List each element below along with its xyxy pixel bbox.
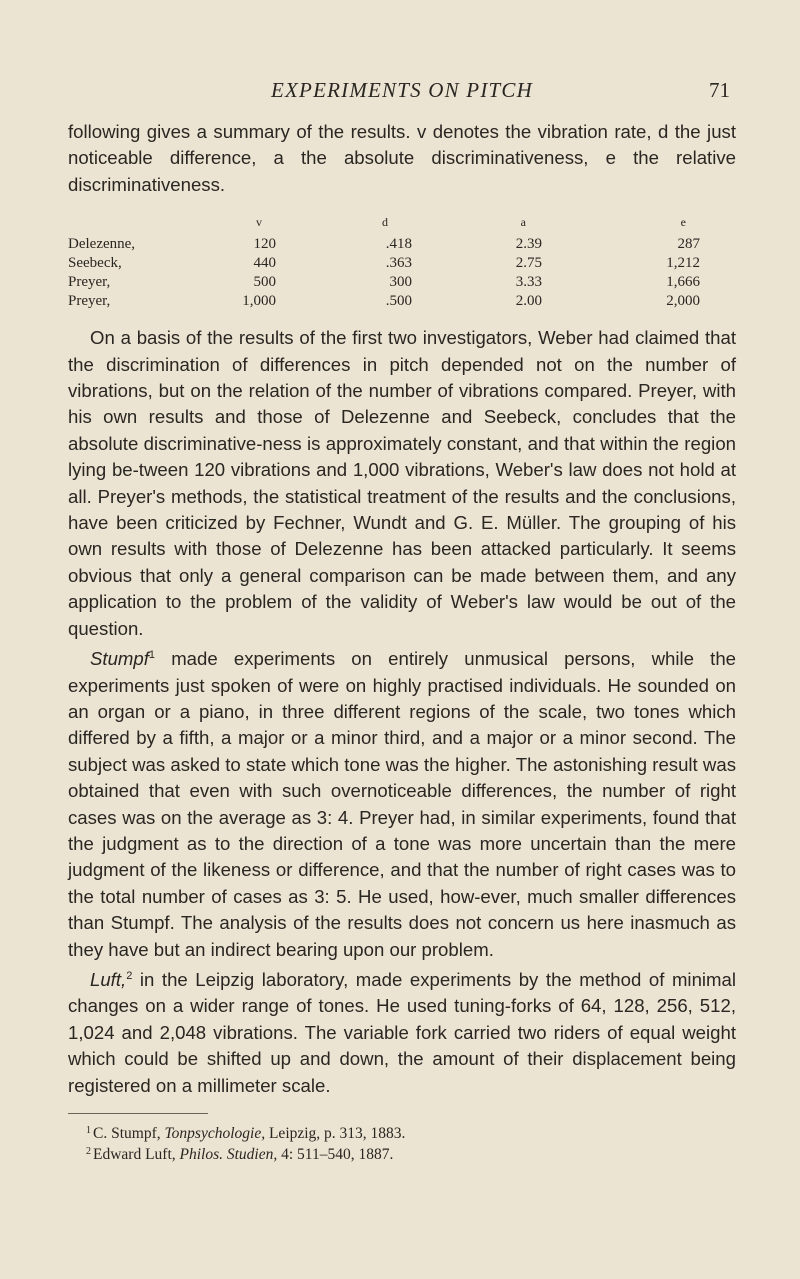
pitch-results-table (68, 213, 700, 311)
cell-d: 300 (389, 274, 412, 291)
cell-d: .363 (385, 255, 412, 272)
table-row (68, 292, 700, 311)
cell-a: 3.33 (515, 274, 542, 291)
header-v: v (256, 214, 262, 229)
table-header-row (68, 213, 700, 235)
table-row (68, 235, 700, 254)
cell-d: .418 (385, 236, 412, 253)
header-a: a (520, 214, 526, 229)
footnotes (68, 1122, 736, 1164)
cell-name: Seebeck, (68, 255, 122, 272)
cell-name: Preyer, (68, 293, 111, 310)
paragraph-luft-text: in the Leipzig laboratory, made experiments by the method of minimal changes on a wider range of tones. He used tuning-forks of 64, 128, 256, 512, 1,024 and 2,048 vibrations. The variable fork carried two riders of equal weight which could be shifted up and down, the amount of their displacement being registered on a millimeter scale. (68, 968, 736, 1096)
footnote-ref-1[interactable]: 1 (148, 649, 156, 662)
cell-v: 500 (253, 274, 276, 291)
footnote-details: 4: 511–540, 1887. (277, 1146, 394, 1163)
running-title: EXPERIMENTS ON PITCH (271, 78, 533, 102)
author-luft: Luft, (90, 968, 127, 990)
intro-paragraph: following gives a summary of the results. v denotes the vibration rate, d the just noticeable difference, a the absolute discriminativeness, e the relative discriminativeness. (68, 121, 736, 195)
cell-e: 287 (677, 236, 700, 253)
footnote-ref-2[interactable]: 2 (126, 969, 133, 982)
running-head (68, 78, 736, 110)
footnote-author: Edward Luft, (93, 1146, 180, 1163)
table-row (68, 273, 700, 292)
book-page (68, 78, 736, 1164)
author-stumpf: Stumpf (90, 648, 149, 670)
footnote-details: Leipzig, p. 313, 1883. (265, 1125, 406, 1142)
footnote-2 (68, 1143, 736, 1164)
cell-e: 2,000 (666, 293, 700, 310)
footnote-mark: 1 (86, 1125, 91, 1136)
cell-name: Preyer, (68, 274, 111, 291)
cell-a: 2.75 (515, 255, 542, 272)
cell-v: 120 (253, 236, 276, 253)
footnote-title: Philos. Studien, (179, 1146, 278, 1163)
cell-v: 1,000 (242, 293, 276, 310)
footnote-author: C. Stumpf, (93, 1125, 165, 1142)
cell-d: .500 (385, 293, 412, 310)
table-row (68, 254, 700, 273)
footnote-mark: 2 (86, 1146, 91, 1157)
cell-name: Delezenne, (68, 236, 136, 253)
cell-a: 2.39 (515, 236, 542, 253)
footnote-divider (68, 1113, 208, 1114)
header-name (68, 213, 184, 235)
paragraph-stumpf-text: made experiments on entirely unmusical persons, while the experiments just spoken of were on highly practised individuals. He sounded on an organ or a piano, in three different regions of the scale, two tones which differed by a fifth, a major or a minor third, and a major or a minor second. The subject was asked to state which tone was the higher. The astonishing result was obtained that even with such overnoticeable differences, the number of right cases was on the average as 3: 4. Preyer had, in similar experiments, found that the judgment as to the direction of a tone was more uncertain than the mere judgment of the likeness or difference, and that the number of right cases was to the total number of cases as 3: 5. He used, how-ever, much smaller differences than Stumpf. The analysis of the results does not concern us here inasmuch as they have but an indirect bearing upon our problem. (68, 648, 736, 960)
header-d: d (382, 214, 388, 229)
paragraph-luft (68, 963, 736, 1099)
footnote-title: Tonpsychologie, (164, 1125, 266, 1142)
cell-a: 2.00 (515, 293, 542, 310)
cell-e: 1,212 (666, 255, 700, 272)
footnote-1 (68, 1122, 736, 1143)
paragraph-weber-preyer: On a basis of the results of the first two investigators, Weber had claimed that the discrimination of differences in pitch depended not on the number of vibrations, but on the relation of the number of vibrations compared. Preyer, with his own results and those of Delezenne and Seebeck, concludes that the absolute discriminative-ness is approximately constant, and that within the region lying be-tween 120 vibrations and 1,000 vibrations, Weber's law does not hold at all. Preyer's methods, the statistical treatment of the results and the conclusions, have been criticized by Fechner, Wundt and G. E. Müller. The grouping of his own results with those of Delezenne has been attacked particularly. It seems obvious that only a general comparison can be made between them, and any application to the problem of the validity of Weber's law would be out of the question. (68, 327, 736, 639)
cell-e: 1,666 (666, 274, 700, 291)
page-number: 71 (709, 78, 730, 102)
cell-v: 440 (253, 255, 276, 272)
header-e: e (680, 214, 686, 229)
paragraph-stumpf (68, 642, 736, 963)
